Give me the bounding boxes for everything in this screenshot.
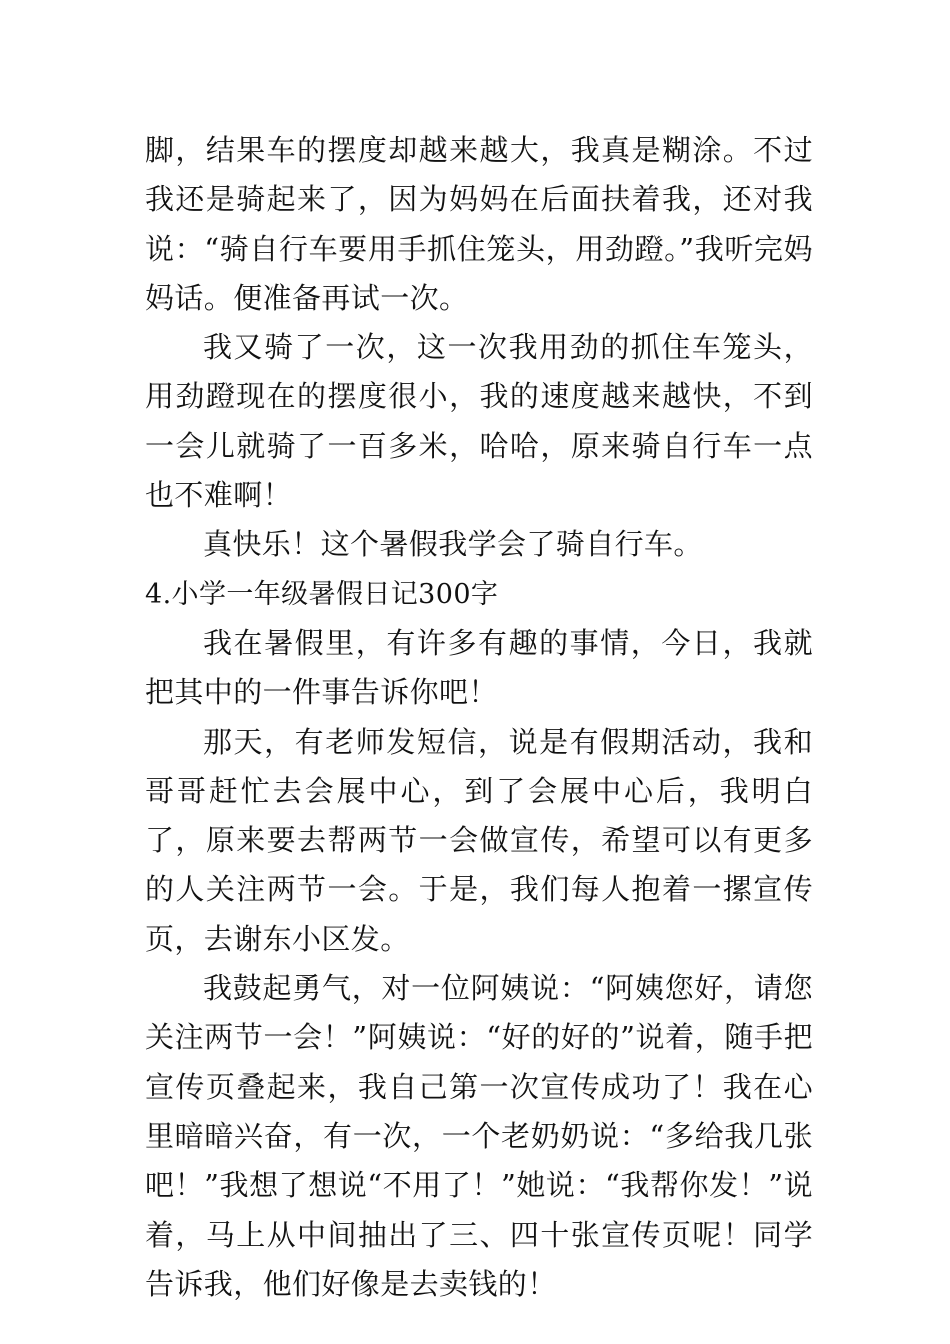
paragraph-second-try: 我又骑了一次，这一次我用劲的抓住车笼头，用劲蹬现在的摆度很小，我的速度越来越快，不到一会儿就骑了一百多米，哈哈，原来骑自行车一点也不难啊！ bbox=[145, 330, 813, 513]
paragraph-promotion: 我鼓起勇气，对一位阿姨说：“阿姨您好，请您关注两节一会！”阿姨说：“好的好的”说着，随手把宣传页叠起来，我自己第一次宣传成功了！我在心里暗暗兴奋，有一次，一个老奶奶说：“多给我几张吧！”我想了想说“不用了！”她说：“我帮你发！”说着，马上从中间抽出了三、四十张宣传页呢！同学告诉我，他们好像是去卖钱的！ bbox=[145, 971, 813, 1301]
paragraph-continuation: 脚，结果车的摆度却越来越大，我真是糊涂。不过我还是骑起来了，因为妈妈在后面扶着我，还对我说：“骑自行车要用手抓住笼头，用劲蹬。”我听完妈妈话。便准备再试一次。 bbox=[145, 133, 813, 315]
document-body bbox=[145, 126, 813, 1309]
paragraph-activity: 那天，有老师发短信，说是有假期活动，我和哥哥赶忙去会展中心，到了会展中心后，我明白了，原来要去帮两节一会做宣传，希望可以有更多的人关注两节一会。于是，我们每人抱着一摞宣传页，去谢东小区发。 bbox=[145, 724, 813, 956]
section-heading: 4.小学一年级暑假日记300字 bbox=[145, 578, 499, 610]
paragraph-intro: 我在暑假里，有许多有趣的事情，今日，我就把其中的一件事告诉你吧！ bbox=[145, 625, 813, 710]
paragraph-conclusion: 真快乐！这个暑假我学会了骑自行车。 bbox=[203, 527, 703, 562]
